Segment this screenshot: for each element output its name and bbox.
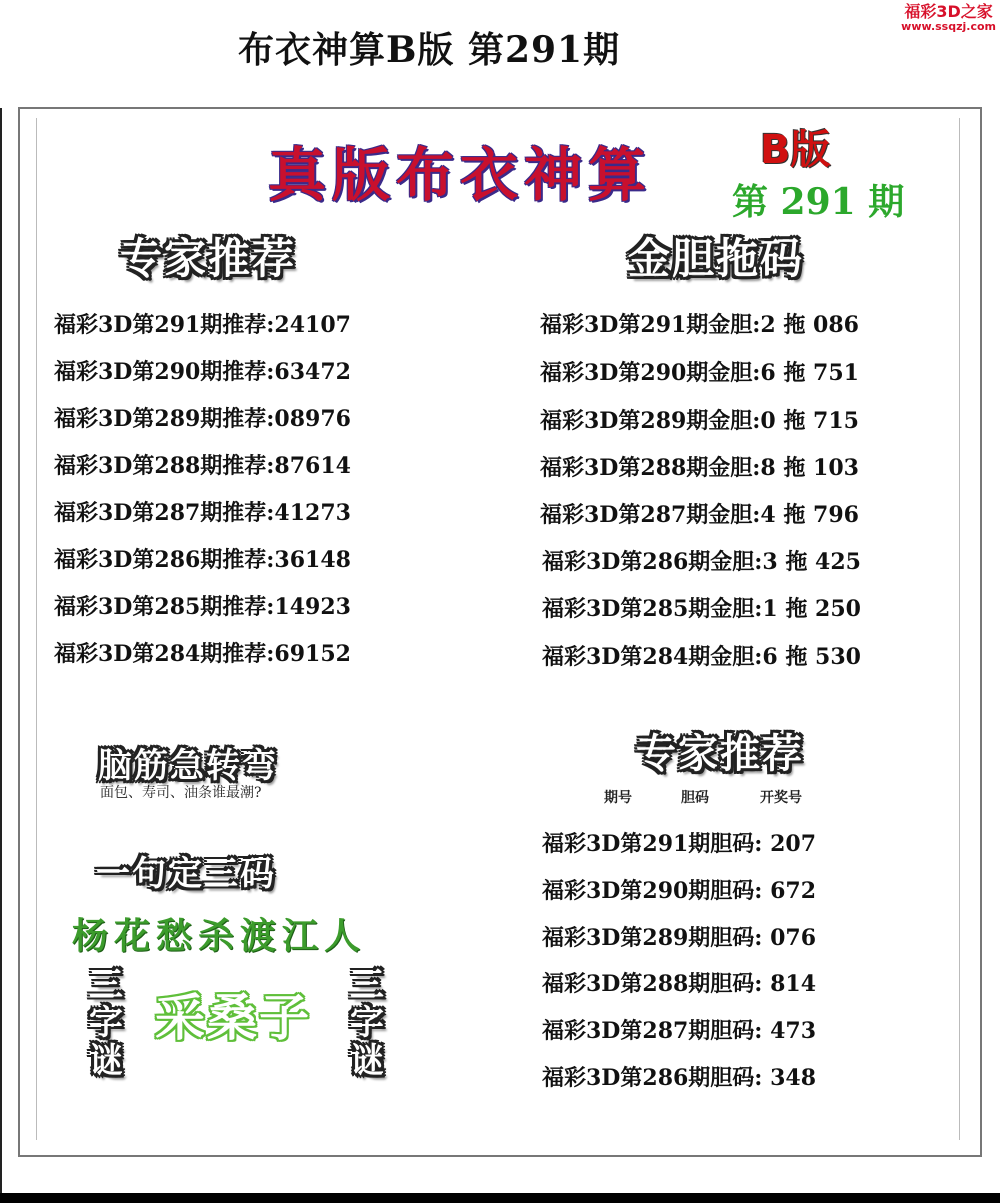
page-title: 布衣神算B版 第291期 — [238, 29, 621, 71]
col-header-issue: 期号 — [604, 790, 632, 806]
expert-line: 福彩3D第289期推荐:08976 — [54, 406, 351, 432]
gold-line: 福彩3D第289期金胆:0 拖 715 — [540, 408, 859, 434]
dan-line: 福彩3D第287期胆码: 473 — [542, 1018, 817, 1044]
dan-line: 福彩3D第286期胆码: 348 — [542, 1065, 817, 1091]
expert-line: 福彩3D第291期推荐:24107 — [54, 312, 351, 338]
side-label-right: 三字谜 — [350, 965, 386, 1081]
expert-line: 福彩3D第290期推荐:63472 — [54, 359, 351, 385]
dan-line: 福彩3D第289期胆码: 076 — [542, 925, 817, 951]
gold-line: 福彩3D第286期金胆:3 拖 425 — [542, 549, 861, 575]
expert-line: 福彩3D第288期推荐:87614 — [54, 453, 351, 479]
expert2-heading: 专家推荐 — [636, 731, 804, 777]
gold-line: 福彩3D第285期金胆:1 拖 250 — [542, 596, 861, 622]
brain-teaser-question: 面包、寿司、油条谁最潮? — [100, 785, 262, 801]
oneline-heading: 一句定三码 — [96, 854, 276, 894]
bottom-border-bar — [0, 1193, 1000, 1203]
gold-line: 福彩3D第284期金胆:6 拖 530 — [542, 644, 861, 670]
expert-line: 福彩3D第286期推荐:36148 — [54, 547, 351, 573]
gold-line: 福彩3D第288期金胆:8 拖 103 — [540, 455, 859, 481]
left-border-line — [0, 108, 2, 1193]
col-header-draw: 开奖号 — [760, 790, 802, 806]
expert-heading: 专家推荐 — [120, 234, 297, 283]
site-name: 福彩3D之家 — [904, 2, 993, 21]
dan-line: 福彩3D第291期胆码: 207 — [542, 831, 817, 857]
poster-main-title: 真版布衣神算 — [268, 141, 653, 209]
header-blank-area — [0, 0, 228, 108]
gold-line: 福彩3D第287期金胆:4 拖 796 — [540, 502, 859, 528]
gold-heading: 金胆拖码 — [628, 234, 805, 283]
site-url: www.ssqzj.com — [901, 19, 996, 33]
dan-line: 福彩3D第290期胆码: 672 — [542, 878, 817, 904]
issue-number: 第 291 期 — [732, 181, 905, 223]
dan-line: 福彩3D第288期胆码: 814 — [542, 971, 817, 997]
expert-line: 福彩3D第287期推荐:41273 — [54, 500, 351, 526]
site-watermark — [901, 4, 996, 32]
col-header-dan: 胆码 — [681, 790, 709, 806]
brain-teaser-heading: 脑筋急转弯 — [98, 746, 278, 786]
expert-line: 福彩3D第285期推荐:14923 — [54, 594, 351, 620]
gold-line: 福彩3D第290期金胆:6 拖 751 — [540, 360, 859, 386]
riddle-answer: 采桑子 — [155, 989, 311, 1047]
side-label-left: 三字谜 — [89, 965, 125, 1081]
version-badge: B版 — [760, 127, 831, 173]
gold-line: 福彩3D第291期金胆:2 拖 086 — [540, 312, 859, 338]
expert-line: 福彩3D第284期推荐:69152 — [54, 641, 351, 667]
riddle-text: 杨花愁杀渡江人 — [72, 915, 367, 957]
